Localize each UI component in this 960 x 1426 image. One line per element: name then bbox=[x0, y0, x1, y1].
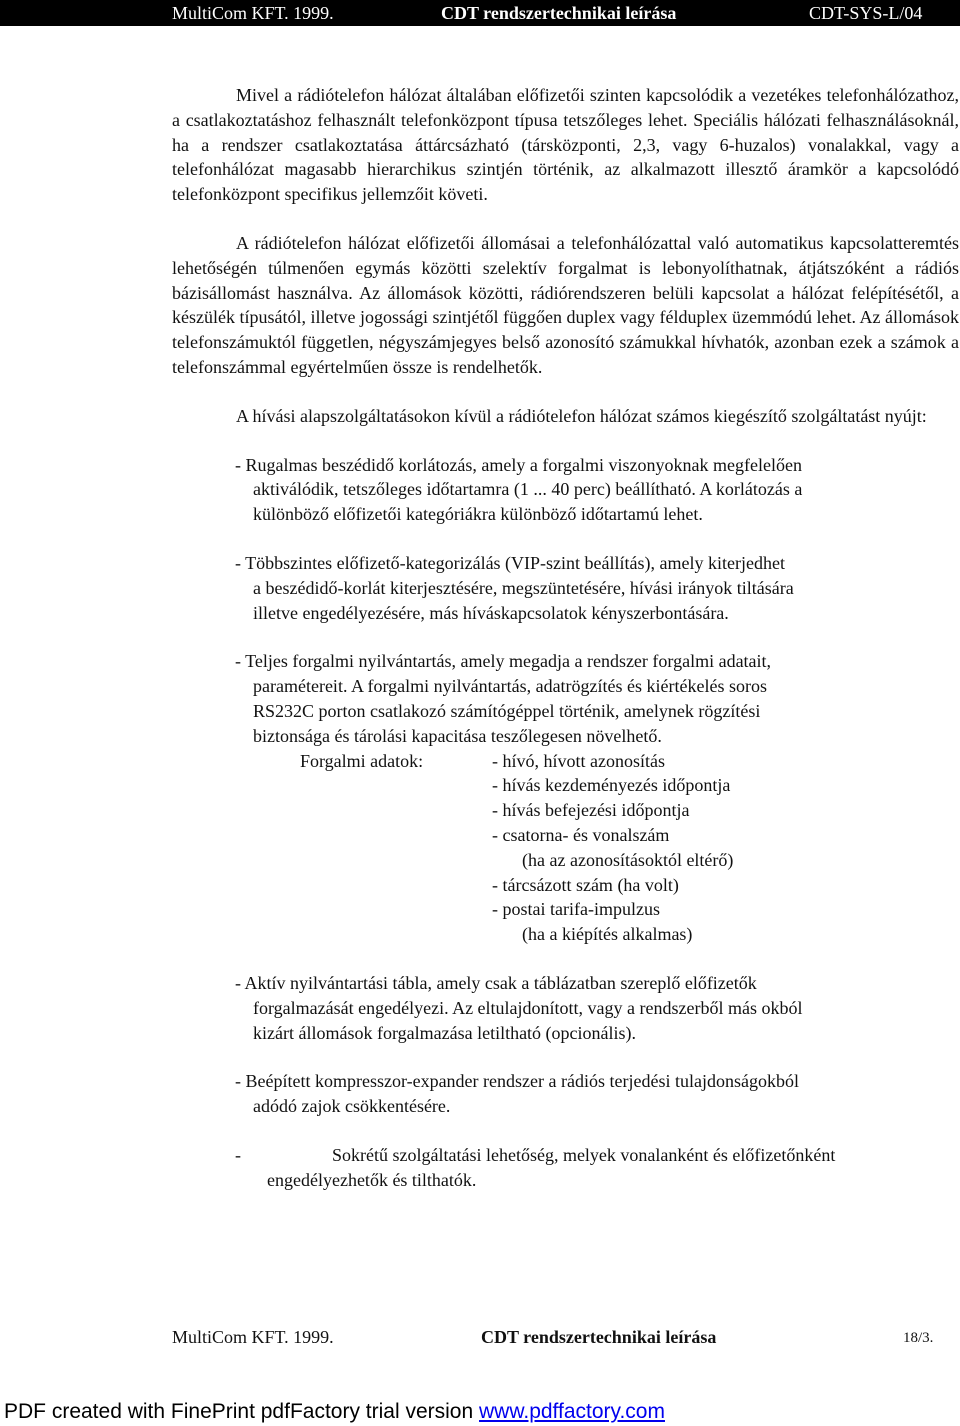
header-doc-code: CDT-SYS-L/04 bbox=[809, 3, 923, 23]
footer-company: MultiCom KFT. 1999. bbox=[172, 1327, 334, 1347]
list-item-subscriber-categories: - Többszintes előfizető-kategorizálás (VIP-szint beállítás), amely kiterjedhet a beszédidő-korlát kiterjesztésére, megszüntetésére, hívási irányok tiltására illetve engedélyezésére, más híváskapcsolatok kényszerbontására. bbox=[235, 552, 794, 623]
paragraph-services-intro: A hívási alapszolgáltatásokon kívül a rádiótelefon hálózat számos kiegészítő szolgáltatást nyújt: bbox=[236, 405, 927, 426]
list-item-compander: - Beépített kompresszor-expander rendszer a rádiós terjedési tulajdonságokból adódó zajok csökkentésére. bbox=[235, 1071, 799, 1117]
list-item: (ha az azonosításoktól eltérő) bbox=[522, 849, 734, 870]
page-header bbox=[0, 0, 960, 26]
traffic-data-label: Forgalmi adatok: bbox=[300, 750, 424, 771]
header-title: CDT rendszertechnikai leírása bbox=[441, 3, 677, 23]
watermark-link[interactable]: www.pdffactory.com bbox=[479, 1400, 665, 1423]
list-item-active-register: - Aktív nyilvántartási tábla, amely csak a táblázatban szereplő előfizetők forgalmazását engedélyezi. Az eltulajdonított, vagy a rendszerből más okból kizárt állomások forgalmazása letiltható (opcionális). bbox=[235, 972, 803, 1043]
list-item: (ha a kiépítés alkalmas) bbox=[522, 924, 693, 945]
list-item-traffic-records: - Teljes forgalmi nyilvántartás, amely megadja a rendszer forgalmi adatait, paramétereit. A forgalmi nyilvántartás, adatrögzítés és kiértékelés soros RS232C porton csatlakozó számítógéppel történik, amelynek rögzítési biztonsága és tárolási kapacitása teszőlegesen növelhető. bbox=[235, 651, 772, 746]
paragraph-subscriber-stations: A rádiótelefon hálózat előfizetői állomásai a telefonhálózattal való automatikus kapcsolatteremtés lehetőségén túlmenően egymás közötti szelektív forgalmat is lebonyolíthatnak, átjátszóként a rádiós bázisállomást használva. Az állomások közötti, rádiórendszeren belüli kapcsolat a hálózat felépítésétől, a készülék típusától, illetve jogossági szintjétől függően duplex vagy félduplex üzemmódú lehet. Az állomások telefonszámuktól független, négyszámjegyes belső azonosító számukkal hívhatók, azonban ezek a számok a telefonszámmal egyértelműen össze is rendelhetők. bbox=[172, 232, 959, 377]
header-company: MultiCom KFT. 1999. bbox=[172, 3, 334, 23]
page-number: 18/3. bbox=[903, 1330, 934, 1346]
traffic-data-list bbox=[300, 749, 959, 947]
list-item-talk-time-limit: - Rugalmas beszédidő korlátozás, amely a forgalmi viszonyoknak megfelelően aktiválódik, tetszőleges időtartamra (1 ... 40 perc) beállítható. A korlátozás a különböző előfizetői kategóriákra különböző időtartamú lehet. bbox=[235, 454, 803, 525]
list-item: - hívó, hívott azonosítás bbox=[492, 750, 665, 771]
paragraph-connection: Mivel a rádiótelefon hálózat általában előfizetői szinten kapcsolódik a vezetékes telefonhálózathoz, a csatlakoztatáshoz felhasznált telefonközpont típusa tetszőleges lehet. Speciális hálózati felhasználásoknál, ha a rendszer csatlakoztatása áttárcsázható (társközponti, 2,3, vagy 6-huzalos) vonalakkal, vagy a telefonhálózat magasabb hierarchikus szintjén történik, az alkalmazott illesztő áramkör a kapcsolódó telefonközpont specifikus jellemzőit követi. bbox=[172, 85, 959, 205]
document-body bbox=[172, 83, 959, 1192]
list-item: - hívás kezdeményezés időpontja bbox=[492, 775, 731, 796]
list-item: - tárcsázott szám (ha volt) bbox=[492, 874, 679, 895]
page-footer bbox=[172, 1327, 959, 1353]
pdf-watermark bbox=[0, 1398, 960, 1426]
watermark-text: PDF created with FinePrint pdfFactory trial version bbox=[4, 1400, 480, 1423]
list-item: - csatorna- és vonalszám bbox=[492, 824, 670, 845]
list-item: - hívás befejezési időpontja bbox=[492, 800, 690, 821]
list-item-services: - Sokrétű szolgáltatási lehetőség, melyek vonalanként és előfizetőnként engedélyezhetők és tilthatók. bbox=[235, 1144, 836, 1190]
footer-title: CDT rendszertechnikai leírása bbox=[481, 1327, 717, 1347]
list-item: - postai tarifa-impulzus bbox=[492, 899, 660, 920]
